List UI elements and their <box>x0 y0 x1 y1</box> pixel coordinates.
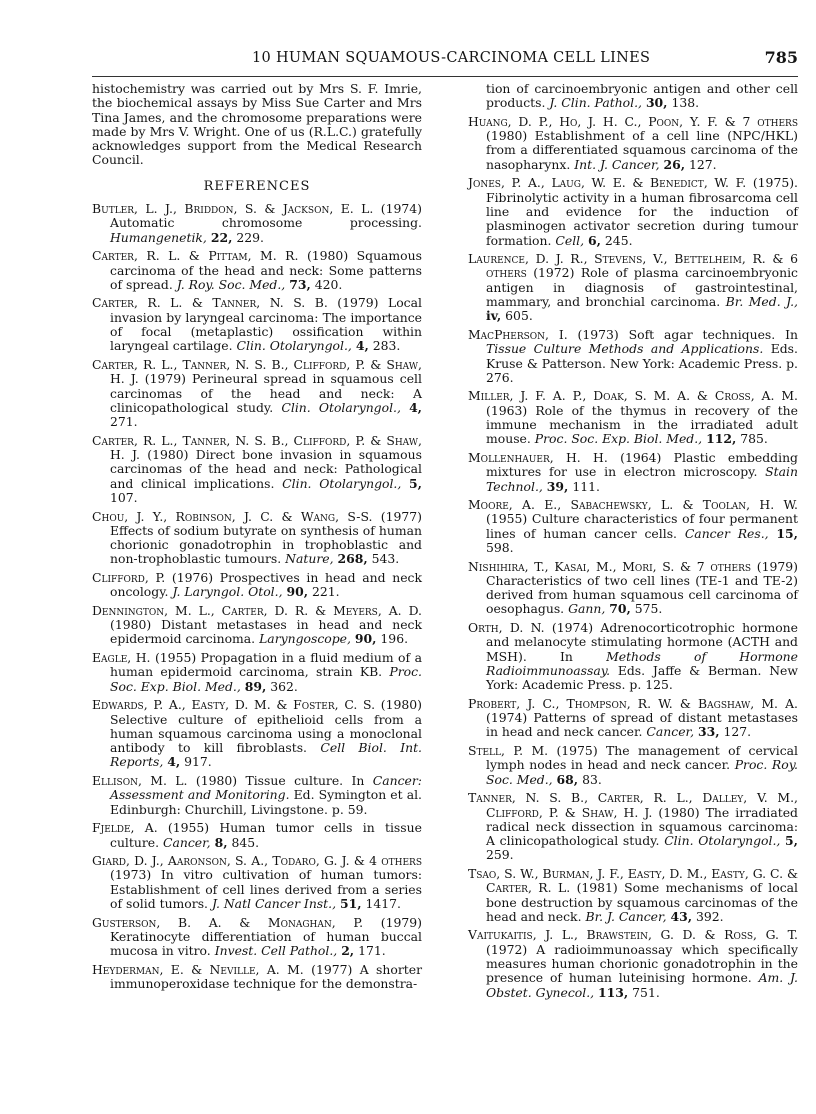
reference-page: Ed. Symington et al. Edinburgh: Churchill, Livingstone. p. 59. <box>110 787 422 817</box>
reference-page: 605. <box>505 308 533 324</box>
reference-authors: Edwards, P. A., Easty, D. M. & Foster, C. S. <box>92 697 376 713</box>
reference-volume: 268, <box>337 551 368 567</box>
reference-text: (1980) Establishment of a cell line (NPC/HKL) from a differentiated squamous carcinoma of the nasopharynx. <box>486 128 798 172</box>
reference-journal: Cell Biol. Int. Reports, <box>110 740 422 770</box>
reference-entry <box>92 698 422 769</box>
reference-authors: Dennington, M. L., Carter, D. R. & Meyers, A. D. <box>92 602 422 618</box>
reference-volume: 113, <box>598 984 629 1000</box>
reference-page: Eds. Jaffe & Berman. New York: Academic Press. p. 125. <box>486 662 798 693</box>
reference-text: (1976) Prospectives in head and neck oncology. <box>110 569 422 600</box>
reference-list-right <box>468 115 798 1000</box>
reference-authors: Vaitukaitis, J. L., Brawstein, G. D. & Ross, G. T. <box>468 927 798 943</box>
reference-authors: Stell, P. M. <box>468 743 549 759</box>
reference-journal: J. Roy. Soc. Med., <box>176 276 286 292</box>
reference-page: 245. <box>604 232 633 248</box>
reference-authors: Jones, P. A., Laug, W. E. & Benedict, W. F. <box>468 175 747 191</box>
reference-entry <box>468 697 798 740</box>
reference-continuation <box>468 82 798 111</box>
reference-text: (1977) Effects of sodium butyrate on synthesis of human chorionic gonadotrophin in trophoblastic and non-trophoblastic tumours. <box>110 508 422 567</box>
reference-journal: Laryngoscope, <box>259 631 351 647</box>
reference-journal: Proc. Soc. Exp. Biol. Med., <box>534 431 703 447</box>
reference-journal: Br. Med. J., <box>725 294 798 310</box>
reference-page: 83. <box>582 771 602 787</box>
reference-entry <box>468 928 798 999</box>
reference-text: (1980) Direct bone invasion in squamous carcinomas of the head and neck: Pathological and clinical implications. <box>110 447 422 491</box>
reference-page: 259. <box>486 847 514 863</box>
reference-text: (1980) Tissue culture. In <box>195 773 365 789</box>
reference-entry <box>468 451 798 494</box>
reference-entry <box>92 296 422 353</box>
reference-text: (1975). Fibrinolytic activity in a human fibrosarcoma cell line and evidence for the induction of plasminogen activator secretion during tumour formation. <box>486 175 798 248</box>
reference-page: 127. <box>688 156 717 172</box>
reference-authors: Probert, J. C., Thompson, R. W. & Bagshaw, M. A. <box>468 695 798 711</box>
reference-authors: Gusterson, B. A. & Monaghan, P. <box>92 914 364 930</box>
reference-page: 171. <box>358 943 386 959</box>
reference-entry <box>92 604 422 647</box>
reference-page: 543. <box>371 551 400 567</box>
reference-text: (1979) Characteristics of two cell lines (TE-1 and TE-2) derived from human squamous cell carcinoma of oesophagus. <box>486 558 798 617</box>
reference-entry <box>468 115 798 172</box>
reference-volume: iv, <box>486 308 502 324</box>
reference-entry <box>468 498 798 555</box>
reference-volume: 4, <box>167 754 181 770</box>
reference-journal: Br. J. Cancer, <box>585 908 667 924</box>
reference-page: 392. <box>695 908 724 924</box>
reference-volume: 90, <box>354 631 377 647</box>
reference-entry <box>92 854 422 911</box>
reference-text: (1980) Distant metastases in head and neck epidermoid carcinoma. <box>110 617 422 647</box>
reference-journal: Am. J. Obstet. Gynecol., <box>486 970 798 1000</box>
reference-entry <box>92 571 422 600</box>
reference-text: (1980) Selective culture of epithelioid cells from a human squamous carcinoma using a monoclonal antibody to kill fibroblasts. <box>110 697 422 756</box>
reference-text: (1981) Some mechanisms of local bone destruction by squamous carcinomas of the head and neck. <box>486 880 798 924</box>
reference-authors: Carter, R. L. & Pittam, M. R. <box>92 248 299 264</box>
reference-volume: 26, <box>663 156 686 172</box>
reference-entry <box>92 202 422 245</box>
reference-text: (1977) A shorter immunoperoxidase technique for the demonstra- <box>110 961 422 992</box>
reference-volume: 90, <box>286 584 309 600</box>
continuation-page: 138. <box>671 95 700 111</box>
reference-authors: Tanner, N. S. B., Carter, R. L., Dalley, V. M., Clifford, P. & Shaw, H. J. <box>468 790 798 820</box>
reference-authors: Carter, R. L., Tanner, N. S. B., Clifford, P. & Shaw, H. J. <box>92 356 422 387</box>
reference-entry <box>92 651 422 694</box>
reference-journal: Stain Technol., <box>486 464 798 494</box>
right-column <box>468 82 798 1004</box>
reference-authors: Carter, R. L. & Tanner, N. S. B. <box>92 295 328 311</box>
reference-authors: MacPherson, I. <box>468 326 568 342</box>
reference-page: 362. <box>270 678 298 694</box>
reference-entry <box>92 249 422 292</box>
reference-journal: Invest. Cell Pathol., <box>214 943 338 959</box>
reference-text: (1972) Role of plasma carcinoembryonic antigen in diagnosis of gastrointestinal, mammary, and bronchial carcinoma. <box>486 265 798 310</box>
reference-text: (1974) Patterns of spread of distant metastases in head and neck cancer. <box>486 710 798 740</box>
reference-journal: Cancer Res., <box>684 525 769 541</box>
reference-page: 575. <box>634 601 663 617</box>
reference-authors: Heyderman, E. & Neville, A. M. <box>92 961 304 977</box>
references-heading: REFERENCES <box>203 178 311 194</box>
reference-journal: Cancer, <box>646 724 695 740</box>
reference-journal: Clin. Otolaryngol., <box>282 475 402 491</box>
continuation-volume: 30, <box>645 95 668 111</box>
reference-entry <box>92 434 422 505</box>
reference-page: 1417. <box>365 896 401 911</box>
reference-entry <box>468 328 798 385</box>
reference-journal: Proc. Soc. Exp. Biol. Med., <box>110 664 422 694</box>
reference-volume: 68, <box>556 771 579 787</box>
reference-volume: 33, <box>698 724 720 740</box>
reference-authors: Orth, D. N. <box>468 620 545 636</box>
reference-page: 229. <box>236 229 264 245</box>
reference-journal: Cancer, <box>163 834 211 850</box>
reference-entry <box>92 510 422 567</box>
reference-volume: 112, <box>706 431 737 447</box>
reference-volume: 43, <box>670 908 693 924</box>
reference-authors: Butler, L. J., Briddon, S. & Jackson, E. L. <box>92 201 374 217</box>
reference-entry <box>92 358 422 429</box>
reference-text: (1975) The management of cervical lymph nodes in head and neck cancer. <box>486 743 798 773</box>
reference-page: 221. <box>312 584 340 600</box>
reference-volume: 4, <box>409 399 422 415</box>
reference-entry <box>92 916 422 959</box>
reference-page: 196. <box>380 631 409 647</box>
reference-text: (1955) Culture characteristics of four permanent lines of human cancer cells. <box>486 511 798 541</box>
reference-volume: 73, <box>289 276 311 292</box>
reference-authors: Laurence, D. J. R., Stevens, V., Bettelheim, R. & 6 others <box>468 251 798 281</box>
reference-journal: Clin. Otolaryngol., <box>664 833 781 849</box>
reference-volume: 39, <box>546 478 569 494</box>
running-title: 10 HUMAN SQUAMOUS-CARCINOMA CELL LINES <box>252 50 651 66</box>
reference-page: 917. <box>184 754 212 770</box>
reference-authors: Nishihira, T., Kasai, M., Mori, S. & 7 others <box>468 558 752 574</box>
reference-text: (1979) Local invasion by laryngeal carcinoma: The importance of focal (metaplastic) ossification within laryngeal cartilage. <box>110 295 422 354</box>
reference-page: 283. <box>372 338 401 354</box>
reference-entry <box>468 744 798 787</box>
reference-text: (1964) Plastic embedding mixtures for use in electron microscopy. <box>486 449 798 480</box>
reference-journal: Methods of Hormone Radioimmunoassay. <box>486 648 798 678</box>
reference-entry <box>92 821 422 850</box>
reference-authors: Chou, J. Y., Robinson, J. C. & Wang, S-S. <box>92 508 373 524</box>
reference-authors: Fjelde, A. <box>92 820 158 836</box>
reference-page: 107. <box>110 489 138 505</box>
reference-journal: Cell, <box>555 232 585 248</box>
reference-page: 785. <box>740 431 768 447</box>
reference-entry <box>468 560 798 617</box>
page-header <box>92 50 798 77</box>
reference-text: (1963) Role of the thymus in recovery of the immune mechanism in the irradiated adult mouse. <box>486 402 798 447</box>
continuation-text: tion of carcinoembryonic antigen and other cell products. <box>486 81 798 111</box>
reference-text: (1974) Adrenocorticotrophic hormone and melanocyte stimulating hormone (ACTH and MSH). In <box>486 620 798 664</box>
reference-text: (1955) Propagation in a fluid medium of a human epidermoid carcinoma, strain KB. <box>110 650 422 680</box>
reference-page: Eds. Kruse & Patterson. New York: Academic Press. p. 276. <box>486 341 798 385</box>
reference-entry <box>92 774 422 817</box>
reference-page: 751. <box>632 984 660 1000</box>
reference-entry <box>468 252 798 323</box>
reference-authors: Eagle, H. <box>92 650 151 666</box>
acknowledgement-text: histochemistry was carried out by Mrs S. F. Imrie, the biochemical assays by Miss Sue Carter and Mrs Tina James, and the chromosome preparations were made by Mrs V. Wright. One of us (R.L.C.) gratefully acknowledges support from the Medical Research Council. <box>92 81 422 168</box>
reference-authors: Ellison, M. L. <box>92 773 188 789</box>
reference-authors: Giard, D. J., Aaronson, S. A., Todaro, G. J. & 4 others <box>92 853 422 869</box>
reference-volume: 15, <box>776 525 798 541</box>
reference-journal: Humangenetik, <box>110 229 207 245</box>
reference-volume: 6, <box>588 232 601 248</box>
reference-text: (1980) Squamous carcinoma of the head and neck: Some patterns of spread. <box>110 248 422 292</box>
reference-text: (1980) The irradiated radical neck dissection in squamous carcinoma: A clinicopathological study. <box>486 804 798 849</box>
reference-authors: Clifford, P. <box>92 569 166 585</box>
reference-entry <box>468 621 798 692</box>
continuation-journal: J. Clin. Pathol., <box>549 95 642 111</box>
reference-page: 845. <box>231 834 260 850</box>
reference-volume: 8, <box>214 834 228 850</box>
reference-text: (1973) In vitro cultivation of human tumors: Establishment of cell lines derived from a series of solid tumors. <box>110 867 422 911</box>
reference-entry <box>468 176 798 247</box>
reference-page: 111. <box>572 478 600 494</box>
reference-volume: 89, <box>244 678 267 694</box>
reference-journal: Clin. Otolaryngol., <box>236 338 352 354</box>
reference-text: (1979) Keratinocyte differentiation of human buccal mucosa in vitro. <box>110 914 422 959</box>
reference-journal: Tissue Culture Methods and Applications. <box>486 341 764 357</box>
reference-volume: 4, <box>355 338 369 354</box>
reference-text: (1955) Human tumor cells in tissue culture. <box>110 820 422 850</box>
reference-entry <box>468 389 798 446</box>
reference-journal: Clin. Otolaryngol., <box>281 399 401 415</box>
reference-journal: Nature, <box>285 551 334 567</box>
reference-text: (1973) Soft agar techniques. In <box>577 326 798 342</box>
reference-text: (1974) Automatic chromosome processing. <box>110 201 422 231</box>
reference-page: 271. <box>110 414 138 430</box>
reference-authors: Carter, R. L., Tanner, N. S. B., Clifford, P. & Shaw, H. J. <box>92 432 422 463</box>
reference-page: 420. <box>314 276 343 292</box>
reference-journal: J. Laryngol. Otol., <box>172 584 283 600</box>
reference-authors: Mollenhauer, H. H. <box>468 449 608 465</box>
reference-page: 598. <box>486 539 514 555</box>
reference-page: 127. <box>723 724 752 740</box>
reference-entry <box>468 791 798 862</box>
reference-volume: 22, <box>210 229 233 245</box>
page-number: 785 <box>764 48 798 67</box>
reference-volume: 2, <box>341 943 355 959</box>
reference-authors: Huang, D. P., Ho, J. H. C., Poon, Y. F. & 7 others <box>468 113 798 129</box>
reference-journal: Proc. Roy. Soc. Med., <box>486 757 798 787</box>
reference-journal: Int. J. Cancer, <box>574 156 660 172</box>
reference-journal: Cancer: Assessment and Monitoring. <box>110 773 422 803</box>
left-column <box>92 82 422 996</box>
reference-list-left <box>92 202 422 991</box>
reference-text: (1972) A radioimmunoassay which specifically measures human chorionic gonadotrophin in the presence of human luteinising hormone. <box>486 941 798 986</box>
reference-text: (1979) Perineural spread in squamous cell carcinomas of the head and neck: A clinicopathological study. <box>110 371 422 415</box>
reference-journal: Gann, <box>568 601 606 617</box>
reference-volume: 51, <box>339 896 362 911</box>
reference-authors: Miller, J. F. A. P., Doak, S. M. A. & Cross, A. M. <box>468 388 798 404</box>
reference-volume: 5, <box>409 475 422 491</box>
reference-entry <box>468 867 798 924</box>
reference-authors: Tsao, S. W., Burman, J. F., Easty, D. M., Easty, G. C. & Carter, R. L. <box>468 866 799 896</box>
reference-volume: 70, <box>609 601 631 617</box>
reference-volume: 5, <box>785 833 798 849</box>
reference-entry <box>92 963 422 992</box>
reference-journal: J. Natl Cancer Inst., <box>211 896 337 911</box>
reference-authors: Moore, A. E., Sabachewsky, L. & Toolan, H. W. <box>468 497 798 513</box>
